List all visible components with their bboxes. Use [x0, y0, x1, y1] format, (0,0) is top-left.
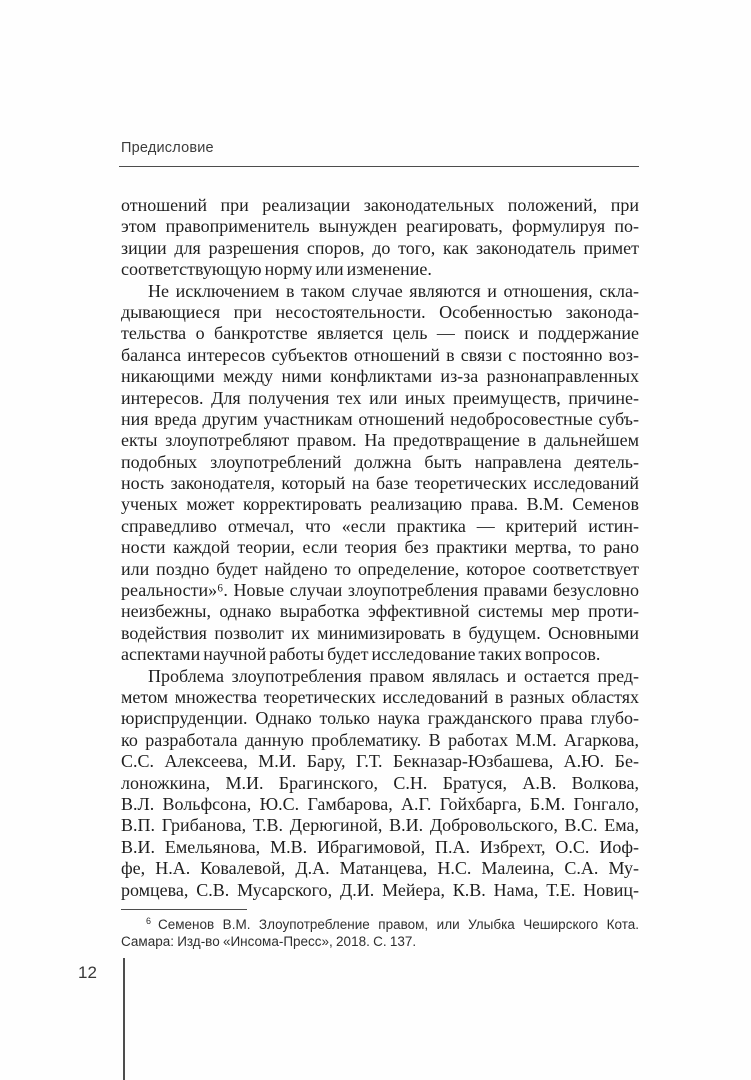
text-line: В.П. Грибанова, Т.В. Дерюгиной, В.И. Добровольского, В.С. Ема,	[121, 815, 639, 836]
body-text	[121, 195, 639, 901]
text-line: справедливо отмечал, что «если практика — критерий истин-	[121, 515, 639, 536]
text-line: В.Л. Вольфсона, Ю.С. Гамбарова, А.Г. Гойхбарга, Б.М. Гонгало,	[121, 793, 639, 814]
text-line: юриспруденции. Однако только наука гражданского права глубо-	[121, 708, 639, 729]
text-line: ности каждой теории, если теория без практики мертва, то рано	[121, 537, 639, 558]
text-line: отношений при реализации законодательных положений, при	[121, 195, 639, 215]
text-line: аспектами научной работы будет исследование таких вопросов.	[121, 644, 601, 665]
page-number: 12	[78, 963, 97, 982]
footnote	[121, 913, 639, 951]
footnote-rule	[121, 909, 247, 910]
text-line: неизбежны, однако выработка эффективной системы мер проти-	[121, 601, 639, 622]
text-line: подобных злоупотреблений должна быть направлена деятель-	[121, 451, 639, 472]
text-line: екты злоупотребляют правом. На предотвращение в дальнейшем	[121, 430, 639, 451]
text-line: Не исключением в таком случае являются и отношения, скла-	[148, 280, 639, 301]
text-line: ность законодателя, который на базе теоретических исследований	[121, 473, 639, 494]
page-edge-mark	[123, 958, 125, 1080]
text-line: реальности»⁶. Новые случаи злоупотребления правами безусловно	[121, 580, 639, 601]
header-rule	[119, 166, 639, 167]
paragraph	[121, 281, 639, 666]
text-line: В.И. Емельянова, М.В. Ибрагимовой, П.А. Избрехт, О.С. Иоф-	[121, 836, 639, 857]
text-line: никающими между ними конфликтами из-за разнонаправленных	[121, 366, 639, 387]
text-line: дывающиеся при несостоятельности. Особенностью законода-	[121, 301, 639, 322]
paragraph	[121, 195, 639, 281]
text-line: тельства о банкротстве является цель — поиск и поддержание	[121, 323, 639, 344]
footnote-line: $^6$ Семенов В.М. Злоупотребление правом, или Улыбка Чеширского Кота.	[146, 916, 639, 932]
paragraph	[121, 666, 639, 901]
text-line: ромцева, С.В. Мусарского, Д.И. Мейера, К.В. Нама, Т.Е. Новиц-	[121, 879, 639, 900]
text-line: соответствующую норму или изменение.	[121, 259, 432, 280]
text-line: баланса интересов субъектов отношений в связи с постоянно воз-	[121, 344, 639, 365]
footnote-line: Самара: Изд-во «Инсома-Пресс», 2018. С. 137.	[121, 933, 417, 949]
text-line: водействия позволит их минимизировать в будущем. Основными	[121, 622, 639, 643]
footnote-marker: 6	[146, 916, 152, 926]
text-line: фе, Н.А. Ковалевой, Д.А. Матанцева, Н.С. Малеина, С.А. Му-	[121, 858, 639, 879]
text-line: ния вреда другим участникам отношений недобросовестные субъ-	[121, 408, 639, 429]
text-line: интересов. Для получения тех или иных преимуществ, причине-	[121, 387, 639, 408]
text-line: метом множества теоретических исследований в разных областях	[121, 686, 639, 707]
running-header: Предисловие	[121, 140, 214, 156]
text-line: лоножкина, М.И. Брагинского, С.Н. Братуся, А.В. Волкова,	[121, 772, 639, 793]
text-line: ученых может корректировать реализацию права. В.М. Семенов	[121, 494, 639, 515]
text-line: или поздно будет найдено то определение, которое соответствует	[121, 558, 639, 579]
text-line: зиции для разрешения споров, до того, как законодатель примет	[121, 237, 639, 258]
text-line: ко разработала данную проблематику. В работах М.М. Агаркова,	[121, 729, 639, 750]
text-line: С.С. Алексеева, М.И. Бару, Г.Т. Бекназар-Юзбашева, А.Ю. Бе-	[121, 751, 639, 772]
text-line: Проблема злоупотребления правом являлась и остается пред-	[148, 665, 639, 686]
text-line: этом правоприменитель вынужден реагировать, формулируя по-	[121, 216, 639, 237]
